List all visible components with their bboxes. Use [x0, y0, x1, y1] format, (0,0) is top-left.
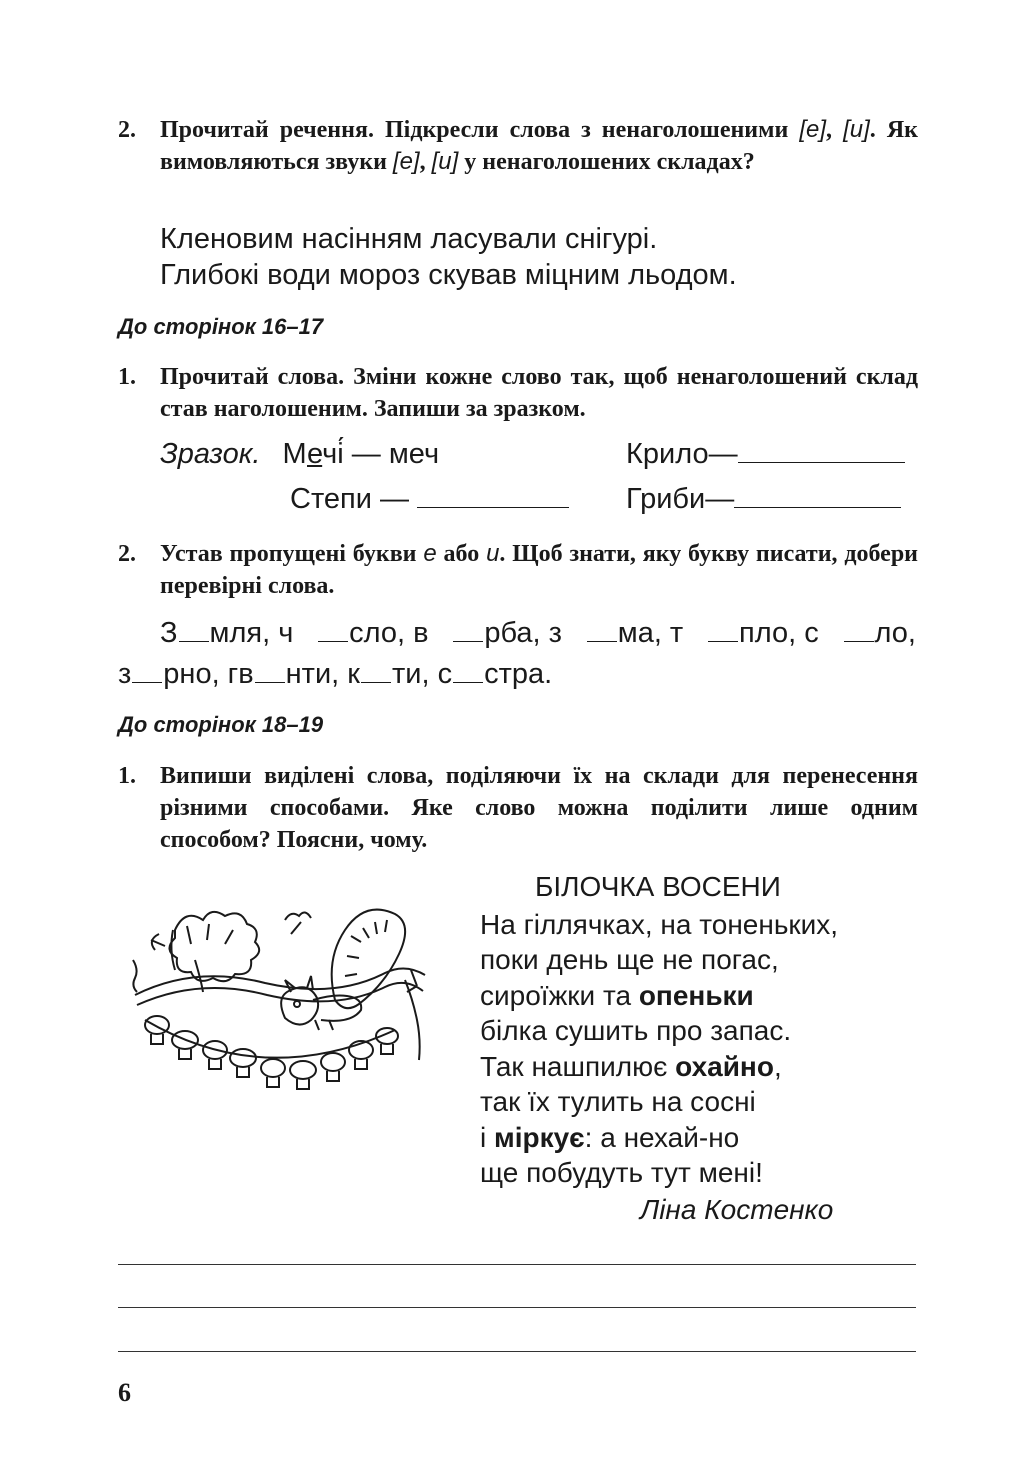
poem-line: На гіллячках, на тоненьких,	[480, 909, 839, 940]
poem-line: білка сушить про запас.	[480, 1015, 792, 1046]
gap[interactable]	[255, 681, 285, 683]
task-insert-letters	[118, 538, 918, 602]
sentence-2: Глибокі води мороз скував міцним льодом.	[160, 259, 737, 291]
task-instruction: Прочитай речення. Підкресли слова з ненаголошеними [е], [и]. Як вимовляються звуки [е], [и] у ненаголошених складах?	[160, 116, 918, 175]
task-underline-words	[118, 114, 918, 178]
squirrel-illustration-icon	[125, 900, 435, 1105]
task-number: 1.	[118, 364, 136, 390]
gap[interactable]	[453, 681, 483, 683]
fill-row-1: З мля, ч сло, в рба, з ма, т пло, с ло,	[160, 617, 916, 649]
task-number: 2.	[118, 117, 136, 143]
gap[interactable]	[708, 640, 738, 642]
fill-row-2: з рно, гв нти, к ти, с стра.	[118, 658, 553, 690]
highlighted-word: опеньки	[638, 980, 754, 1011]
answer-line[interactable]	[734, 506, 901, 508]
poem-line: ще побудуть тут мені!	[480, 1157, 763, 1188]
poem-line: сироїжки та опеньки	[480, 980, 754, 1011]
sample-word: Мечі́ — меч	[282, 438, 440, 470]
word-stepy: Степи —	[290, 480, 569, 518]
word-krylo: Крило—	[626, 435, 905, 473]
gap[interactable]	[453, 640, 483, 642]
task-number: 1.	[118, 763, 136, 789]
writing-line[interactable]	[118, 1351, 916, 1352]
page-number: 6	[118, 1378, 131, 1407]
poem-author: Ліна Костенко	[640, 1194, 834, 1225]
sample-row	[160, 435, 439, 473]
gap[interactable]	[179, 640, 209, 642]
poem-line: поки день ще не погас,	[480, 944, 779, 975]
poem-title: БІЛОЧКА ВОСЕНИ	[535, 871, 781, 902]
sentence-1: Кленовим насінням ласували снігурі.	[160, 223, 658, 255]
writing-line[interactable]	[118, 1264, 916, 1265]
writing-line[interactable]	[118, 1307, 916, 1308]
gap[interactable]	[587, 640, 617, 642]
gap[interactable]	[844, 640, 874, 642]
gap[interactable]	[132, 681, 162, 683]
sample-label: Зразок.	[160, 438, 261, 470]
task-instruction: Випиши виділені слова, поділяючи їх на склади для перенесення різними способами. Яке слово можна поділити лише одним способом? Поясни, чому.	[160, 763, 918, 853]
answer-line[interactable]	[417, 506, 569, 508]
poem-line: так їх тулить на сосні	[480, 1086, 756, 1117]
highlighted-word: охайно	[675, 1051, 774, 1082]
gap[interactable]	[361, 681, 391, 683]
task-syllables	[118, 760, 918, 856]
section-heading-16-17: До сторінок 16–17	[118, 314, 324, 339]
task-instruction: Прочитай слова. Зміни кожне слово так, щоб ненаголошений склад став наголошеним. Запиши за зразком.	[160, 364, 918, 422]
answer-line[interactable]	[738, 461, 905, 463]
poem-line: Так нашпилює охайно,	[480, 1051, 782, 1082]
poem-line: і міркує: а нехай-но	[480, 1122, 740, 1153]
gap[interactable]	[318, 640, 348, 642]
section-heading-18-19: До сторінок 18–19	[118, 712, 324, 737]
task-change-words	[118, 361, 918, 425]
highlighted-word: міркує	[494, 1122, 585, 1153]
task-instruction: Устав пропущені букви е або и. Щоб знати, яку букву писати, добери перевірні слова.	[160, 540, 919, 599]
task-number: 2.	[118, 541, 136, 567]
word-hryby: Гриби—	[626, 480, 901, 518]
